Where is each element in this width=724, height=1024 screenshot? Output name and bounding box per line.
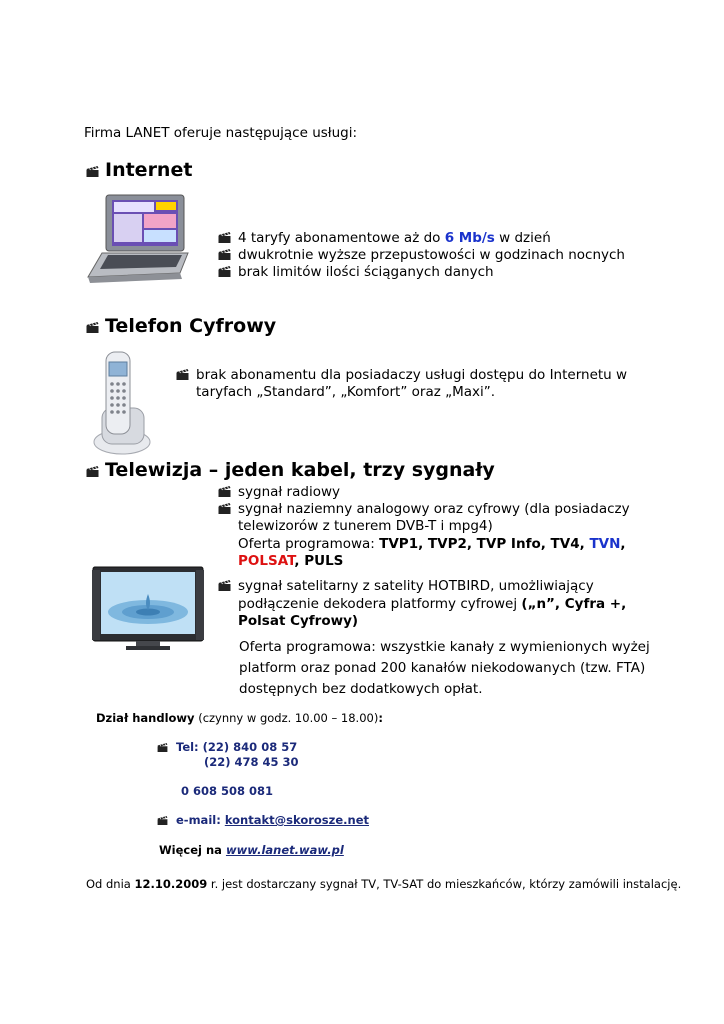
clapperboard-icon bbox=[86, 322, 99, 333]
offer-line: dostępnych bez dodatkowych opłat. bbox=[239, 681, 483, 697]
website-link[interactable]: www.lanet.waw.pl bbox=[225, 843, 344, 857]
clapperboard-icon bbox=[157, 816, 168, 825]
separator: , bbox=[620, 536, 626, 552]
mobile-number: 0 608 508 081 bbox=[181, 784, 274, 798]
section-heading-internet bbox=[86, 159, 192, 181]
footer-note bbox=[86, 877, 681, 891]
cordless-phone-image bbox=[88, 350, 154, 460]
speed-highlight: 6 Mb/s bbox=[444, 230, 495, 246]
clapperboard-icon bbox=[218, 249, 231, 260]
lcd-tv-image bbox=[92, 566, 204, 656]
department-label: Dział handlowy bbox=[96, 711, 195, 725]
phone-row bbox=[157, 740, 297, 754]
bullet-text: w dzień bbox=[494, 230, 551, 246]
clapperboard-icon bbox=[218, 266, 231, 277]
email-link[interactable]: kontakt@skorosze.net bbox=[224, 813, 369, 827]
footer-text: Od dnia bbox=[86, 877, 135, 891]
bullet-text: sygnał naziemny analogowy oraz cyfrowy (dla posiadaczy bbox=[238, 501, 630, 517]
tv-bullet-2-line4 bbox=[238, 553, 343, 570]
laptop-image bbox=[84, 193, 192, 291]
bullet-text: dwukrotnie wyższe przepustowości w godzinach nocnych bbox=[238, 247, 625, 263]
section-heading-telefon bbox=[86, 315, 276, 337]
channel-tvn: TVN bbox=[589, 536, 621, 552]
tv-bullet-2-line3 bbox=[238, 536, 626, 553]
clapperboard-icon bbox=[176, 369, 189, 380]
clapperboard-icon bbox=[86, 166, 99, 177]
clapperboard-icon bbox=[157, 743, 168, 752]
clapperboard-icon bbox=[218, 503, 231, 514]
bullet-text: 4 taryfy abonamentowe aż do bbox=[238, 230, 445, 246]
bullet-text: sygnał satelitarny z satelity HOTBIRD, umożliwiający bbox=[238, 578, 594, 594]
channel-puls: , PULS bbox=[294, 553, 344, 569]
telefon-bullet-1-cont: taryfach „Standard”, „Komfort” oraz „Maxi”. bbox=[196, 384, 496, 400]
clapperboard-icon bbox=[218, 486, 231, 497]
website-label: Więcej na bbox=[159, 843, 226, 857]
offer-line: Oferta programowa: wszystkie kanały z wymienionych wyżej bbox=[239, 639, 650, 655]
intro-text: Firma LANET oferuje następujące usługi: bbox=[84, 125, 358, 141]
platform-list: („n”, Cyfra +, bbox=[521, 596, 627, 612]
bullet-text: brak limitów ilości ściąganych danych bbox=[238, 264, 494, 280]
offer-label: Oferta programowa: bbox=[238, 536, 380, 552]
telewizja-title: Telewizja – jeden kabel, trzy sygnały bbox=[105, 459, 495, 481]
email-row bbox=[157, 813, 369, 827]
separator: : bbox=[378, 711, 383, 725]
tv-bullet-2-line2: telewizorów z tunerem DVB-T i mpg4) bbox=[238, 518, 493, 534]
tv-bullet-3-line3: Polsat Cyfrowy) bbox=[238, 613, 359, 629]
sales-department bbox=[96, 711, 383, 725]
email-label: e-mail: bbox=[176, 813, 225, 827]
tv-bullet-3-line2 bbox=[238, 596, 626, 613]
clapperboard-icon bbox=[218, 232, 231, 243]
offer-line: platform oraz ponad 200 kanałów niekodowanych (tzw. FTA) bbox=[239, 660, 646, 676]
bullet-text: sygnał radiowy bbox=[238, 484, 340, 500]
opening-hours: (czynny w godz. 10.00 – 18.00) bbox=[194, 711, 379, 725]
clapperboard-icon bbox=[86, 466, 99, 477]
bullet-text: podłączenie dekodera platformy cyfrowej bbox=[238, 596, 522, 612]
internet-title: Internet bbox=[105, 159, 193, 181]
channel-list: TVP1, TVP2, TVP Info, TV4, bbox=[379, 536, 590, 552]
footer-text: r. jest dostarczany sygnał TV, TV-SAT do mieszkańców, którzy zamówili instalację. bbox=[207, 877, 682, 891]
clapperboard-icon bbox=[218, 580, 231, 591]
phone-number-1: Tel: (22) 840 08 57 bbox=[176, 740, 298, 754]
phone-number-2: (22) 478 45 30 bbox=[204, 755, 299, 769]
section-heading-telewizja bbox=[86, 459, 495, 481]
telefon-title: Telefon Cyfrowy bbox=[105, 315, 277, 337]
channel-polsat: POLSAT bbox=[238, 553, 295, 569]
satellite-offer-paragraph bbox=[239, 637, 650, 700]
bullet-text: brak abonamentu dla posiadaczy usługi dostępu do Internetu w bbox=[196, 367, 628, 383]
footer-date: 12.10.2009 bbox=[134, 877, 208, 891]
website-row bbox=[159, 843, 344, 857]
